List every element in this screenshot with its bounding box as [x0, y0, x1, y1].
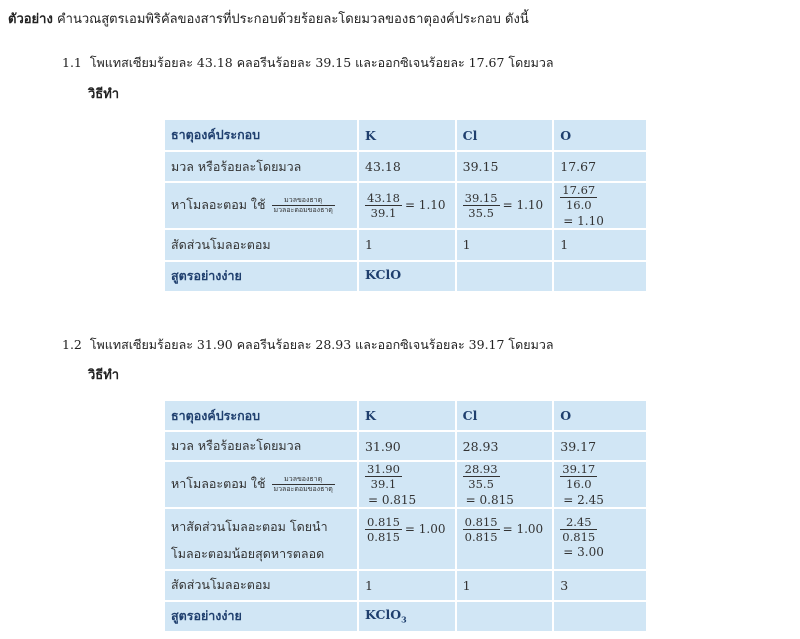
table-row [165, 432, 648, 462]
table-row [165, 183, 648, 230]
fraction-numerator: มวลของธาตุ [272, 475, 335, 485]
row-label [165, 509, 359, 571]
fraction [365, 462, 402, 491]
empirical-formula [359, 262, 457, 293]
mole-label: หาโมลอะตอม ใช้ [171, 476, 266, 492]
table-cell: 1 [457, 571, 555, 602]
fraction-numerator: มวลของธาตุ [272, 196, 335, 206]
result-value: = 1.00 [502, 522, 544, 536]
fraction-denominator: มวลอะตอมของธาตุ [273, 484, 333, 493]
table-cell [359, 183, 457, 230]
fraction-denominator: 16.0 [565, 477, 592, 491]
row-label: สัดส่วนโมลอะตอม [165, 571, 359, 602]
table-cell [359, 462, 457, 509]
empirical-formula [359, 602, 457, 633]
table-row [165, 230, 648, 262]
fraction-numerator: 0.815 [464, 514, 498, 529]
table-cell [457, 509, 555, 571]
header-cell: ธาตุองค์ประกอบ [165, 120, 359, 152]
mole-label: หาโมลอะตอม ใช้ [171, 197, 266, 213]
row-label: มวล หรือร้อยละโดยมวล [165, 152, 359, 183]
table-cell: 28.93 [457, 432, 555, 462]
fraction-numerator: 2.45 [560, 515, 597, 530]
fraction-numerator: 39.15 [464, 190, 498, 205]
fraction [560, 183, 597, 212]
row-label [165, 183, 359, 230]
table-cell: 1 [359, 571, 457, 602]
table-cell: 43.18 [359, 152, 457, 183]
header-cell: O [554, 120, 648, 152]
example-number: 1.2 [62, 337, 82, 352]
fraction-numerator: 28.93 [464, 462, 498, 476]
fraction-denominator: 0.815 [562, 529, 596, 544]
solution-table-2 [165, 401, 648, 633]
table-cell [554, 462, 648, 509]
fraction-numerator: 0.815 [366, 514, 400, 529]
fraction-denominator: 35.5 [468, 477, 494, 491]
table-row [165, 152, 648, 183]
table-row [165, 602, 648, 633]
row-label: สัดส่วนโมลอะตอม [165, 230, 359, 262]
table-cell: 39.17 [554, 432, 648, 462]
divide-label-line2: โมลอะตอมน้อยสุดหารตลอด [171, 545, 325, 561]
table-row [165, 571, 648, 602]
intro-text: คำนวณสูตรเอมพิริคัลของสารที่ประกอบด้วยร้อยละโดยมวลของธาตุองค์ประกอบ ดังนี้ [56, 12, 529, 27]
table-cell [554, 183, 648, 230]
method-label: วิธีทำ [88, 368, 120, 383]
fraction-numerator: 17.67 [562, 183, 596, 197]
table-cell [554, 602, 648, 633]
fraction [463, 515, 500, 544]
fraction [463, 191, 500, 220]
fraction-denominator: 0.815 [464, 529, 498, 544]
table-cell: 3 [554, 571, 648, 602]
table-cell: 39.15 [457, 152, 555, 183]
method-label: วิธีทำ [88, 87, 120, 102]
header-cell: Cl [457, 120, 555, 152]
divide-label-line1: หาสัดส่วนโมลอะตอม โดยนำ [171, 518, 328, 534]
fraction-numerator: 39.17 [562, 462, 596, 476]
table-cell [457, 183, 555, 230]
formula-fraction [272, 475, 335, 494]
solution-table-1 [165, 120, 648, 293]
row-label: มวล หรือร้อยละโดยมวล [165, 432, 359, 462]
fraction-numerator: 43.18 [367, 190, 400, 205]
fraction [463, 462, 500, 491]
table-row [165, 120, 648, 152]
result-value: = 2.45 [563, 492, 604, 507]
row-label [165, 462, 359, 509]
result-value: = 0.815 [367, 492, 417, 507]
formula-subscript: 3 [401, 614, 407, 625]
intro-line [8, 8, 529, 29]
fraction [560, 462, 597, 491]
table-row [165, 401, 648, 432]
table-row [165, 462, 648, 509]
example-number: 1.1 [62, 55, 82, 70]
result-value: = 0.815 [465, 492, 514, 507]
header-cell: O [554, 401, 648, 432]
intro-label: ตัวอย่าง [8, 12, 53, 27]
table-cell [554, 262, 648, 293]
fraction [365, 191, 402, 220]
result-value: = 1.10 [563, 213, 604, 228]
table-cell: 1 [359, 230, 457, 262]
fraction [365, 515, 402, 544]
result-value: = 1.00 [404, 522, 446, 536]
result-value: = 1.10 [502, 198, 544, 213]
fraction-denominator: 0.815 [366, 529, 400, 544]
result-value: = 1.10 [404, 198, 446, 213]
table-cell: 1 [554, 230, 648, 262]
example-statement: โพแทสเซียมร้อยละ 43.18 คลอรีนร้อยละ 39.15 และออกซิเจนร้อยละ 17.67 โดยมวล [89, 55, 554, 70]
formula-text: KClO [364, 607, 402, 623]
table-row [165, 509, 648, 571]
row-label: สูตรอย่างง่าย [165, 602, 359, 633]
formula-text: KClO [365, 267, 402, 283]
table-cell [359, 509, 457, 571]
row-label: สูตรอย่างง่าย [165, 262, 359, 293]
table-cell [457, 462, 555, 509]
header-cell: K [359, 120, 457, 152]
example-2-title [62, 335, 554, 355]
table-cell [554, 509, 648, 571]
header-cell: ธาตุองค์ประกอบ [165, 401, 359, 432]
example-statement: โพแทสเซียมร้อยละ 31.90 คลอรีนร้อยละ 28.93 และออกซิเจนร้อยละ 39.17 โดยมวล [89, 337, 554, 352]
header-cell: Cl [457, 401, 555, 432]
table-cell: 31.90 [359, 432, 457, 462]
result-value: = 3.00 [563, 545, 604, 559]
fraction [560, 515, 597, 544]
header-cell: K [359, 401, 457, 432]
table-cell: 17.67 [554, 152, 648, 183]
fraction-numerator: 31.90 [366, 462, 400, 476]
table-cell [457, 602, 555, 633]
fraction-denominator: 35.5 [468, 205, 494, 220]
fraction-denominator: 39.1 [370, 477, 397, 491]
table-row [165, 262, 648, 293]
table-cell [457, 262, 555, 293]
example-1-title [62, 53, 554, 73]
fraction-denominator: 16.0 [565, 198, 592, 212]
fraction-denominator: 39.1 [370, 205, 397, 220]
fraction-denominator: มวลอะตอมของธาตุ [273, 205, 333, 214]
table-cell: 1 [457, 230, 555, 262]
formula-fraction [272, 196, 335, 215]
